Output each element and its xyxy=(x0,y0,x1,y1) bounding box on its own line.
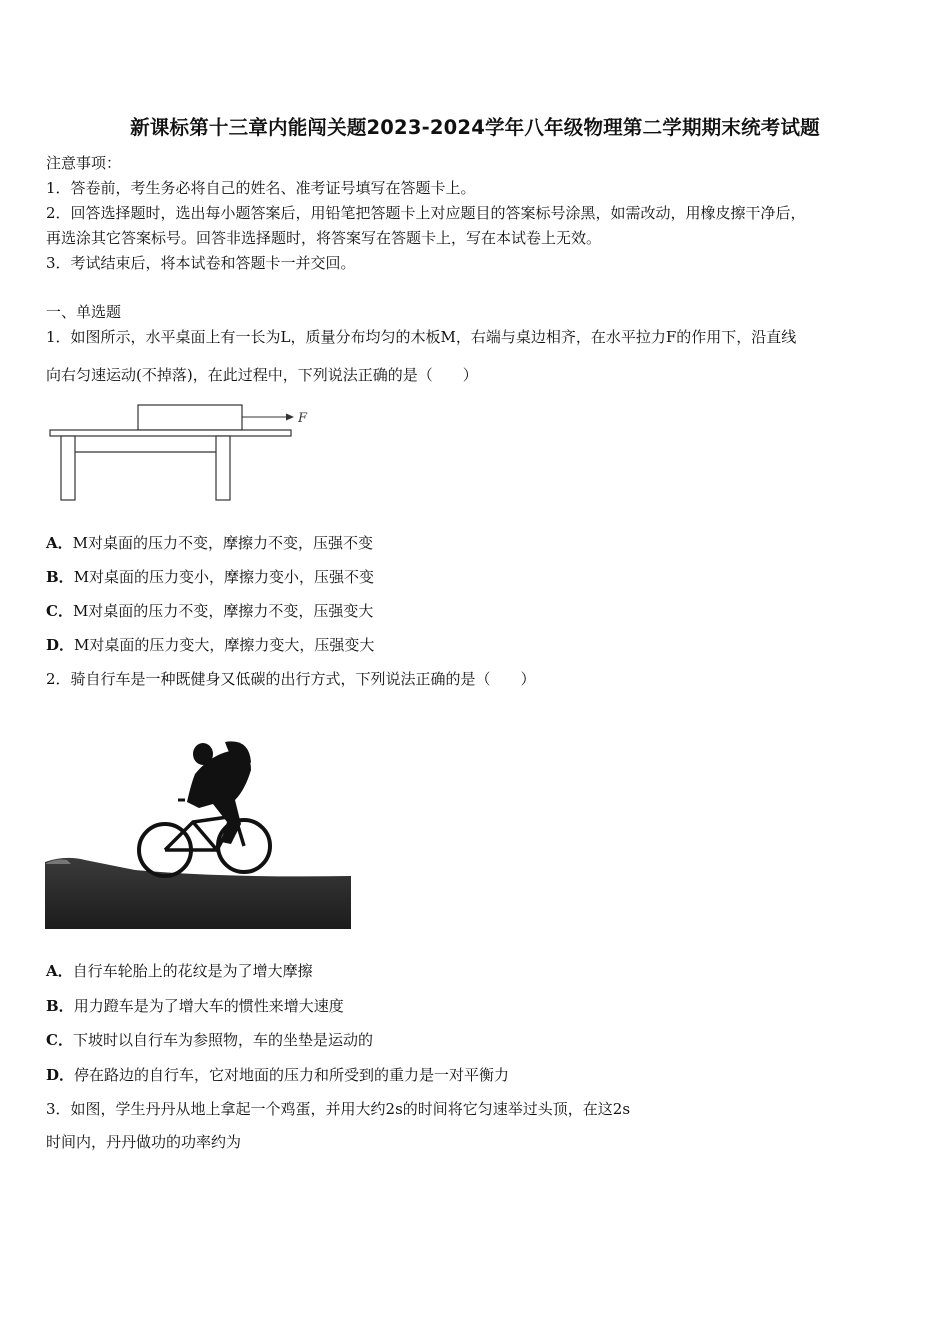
notice-item-1: 1．答卷前，考生务必将自己的姓名、准考证号填写在答题卡上。 xyxy=(46,179,476,197)
q2-option-a[interactable]: A．自行车轮胎上的花纹是为了增大摩擦 xyxy=(46,962,313,980)
q2-figure-cyclist-photo xyxy=(45,712,353,930)
q1-stem-line2: 向右匀速运动(不掉落)，在此过程中，下列说法正确的是（ ） xyxy=(46,366,478,384)
table-leg-left xyxy=(61,436,75,500)
notice-item-2: 2．回答选择题时，选出每小题答案后，用铅笔把答题卡上对应题目的答案标号涂黑，如需改动，用橡皮擦干净后， xyxy=(46,204,806,222)
notice-item-3: 3．考试结束后，将本试卷和答题卡一并交回。 xyxy=(46,254,356,272)
q1-option-a[interactable]: A．M对桌面的压力不变，摩擦力不变，压强不变 xyxy=(46,534,374,552)
force-label: F xyxy=(298,411,308,426)
notice-item-2-cont: 再选涂其它答案标号。回答非选择题时，将答案写在答题卡上，写在本试卷上无效。 xyxy=(46,229,602,247)
table-leg-right xyxy=(216,436,230,500)
section-heading: 一、单选题 xyxy=(46,303,122,321)
page-title: 新课标第十三章内能闯关题2023-2024学年八年级物理第二学期期末统考试题 xyxy=(130,116,820,139)
q1-option-b[interactable]: B．M对桌面的压力变小，摩擦力变小，压强不变 xyxy=(46,568,375,586)
table-top xyxy=(50,430,291,436)
q2-option-b[interactable]: B．用力蹬车是为了增大车的惯性来增大速度 xyxy=(46,997,344,1015)
q2-stem: 2．骑自行车是一种既健身又低碳的出行方式，下列说法正确的是（ ） xyxy=(46,670,536,688)
q1-option-d[interactable]: D．M对桌面的压力变大，摩擦力变大，压强变大 xyxy=(46,636,375,654)
board-m xyxy=(138,405,242,430)
q1-figure-table xyxy=(48,400,318,504)
q2-option-d[interactable]: D．停在路边的自行车，它对地面的压力和所受到的重力是一对平衡力 xyxy=(46,1066,510,1084)
arrow-head xyxy=(286,414,294,421)
q3-stem-line2: 时间内，丹丹做功的功率约为 xyxy=(46,1133,242,1151)
notice-heading: 注意事项： xyxy=(46,154,122,172)
q1-option-c[interactable]: C．M对桌面的压力不变，摩擦力不变，压强变大 xyxy=(46,602,374,620)
q3-stem-line1: 3．如图，学生丹丹从地上拿起一个鸡蛋，并用大约2s的时间将它匀速举过头顶，在这2s xyxy=(46,1100,631,1118)
q1-stem-line1: 1．如图所示，水平桌面上有一长为L，质量分布均匀的木板M，右端与桌边相齐，在水平拉力F的作用下，沿直线 xyxy=(46,328,797,346)
q2-option-c[interactable]: C．下坡时以自行车为参照物，车的坐垫是运动的 xyxy=(46,1031,373,1049)
